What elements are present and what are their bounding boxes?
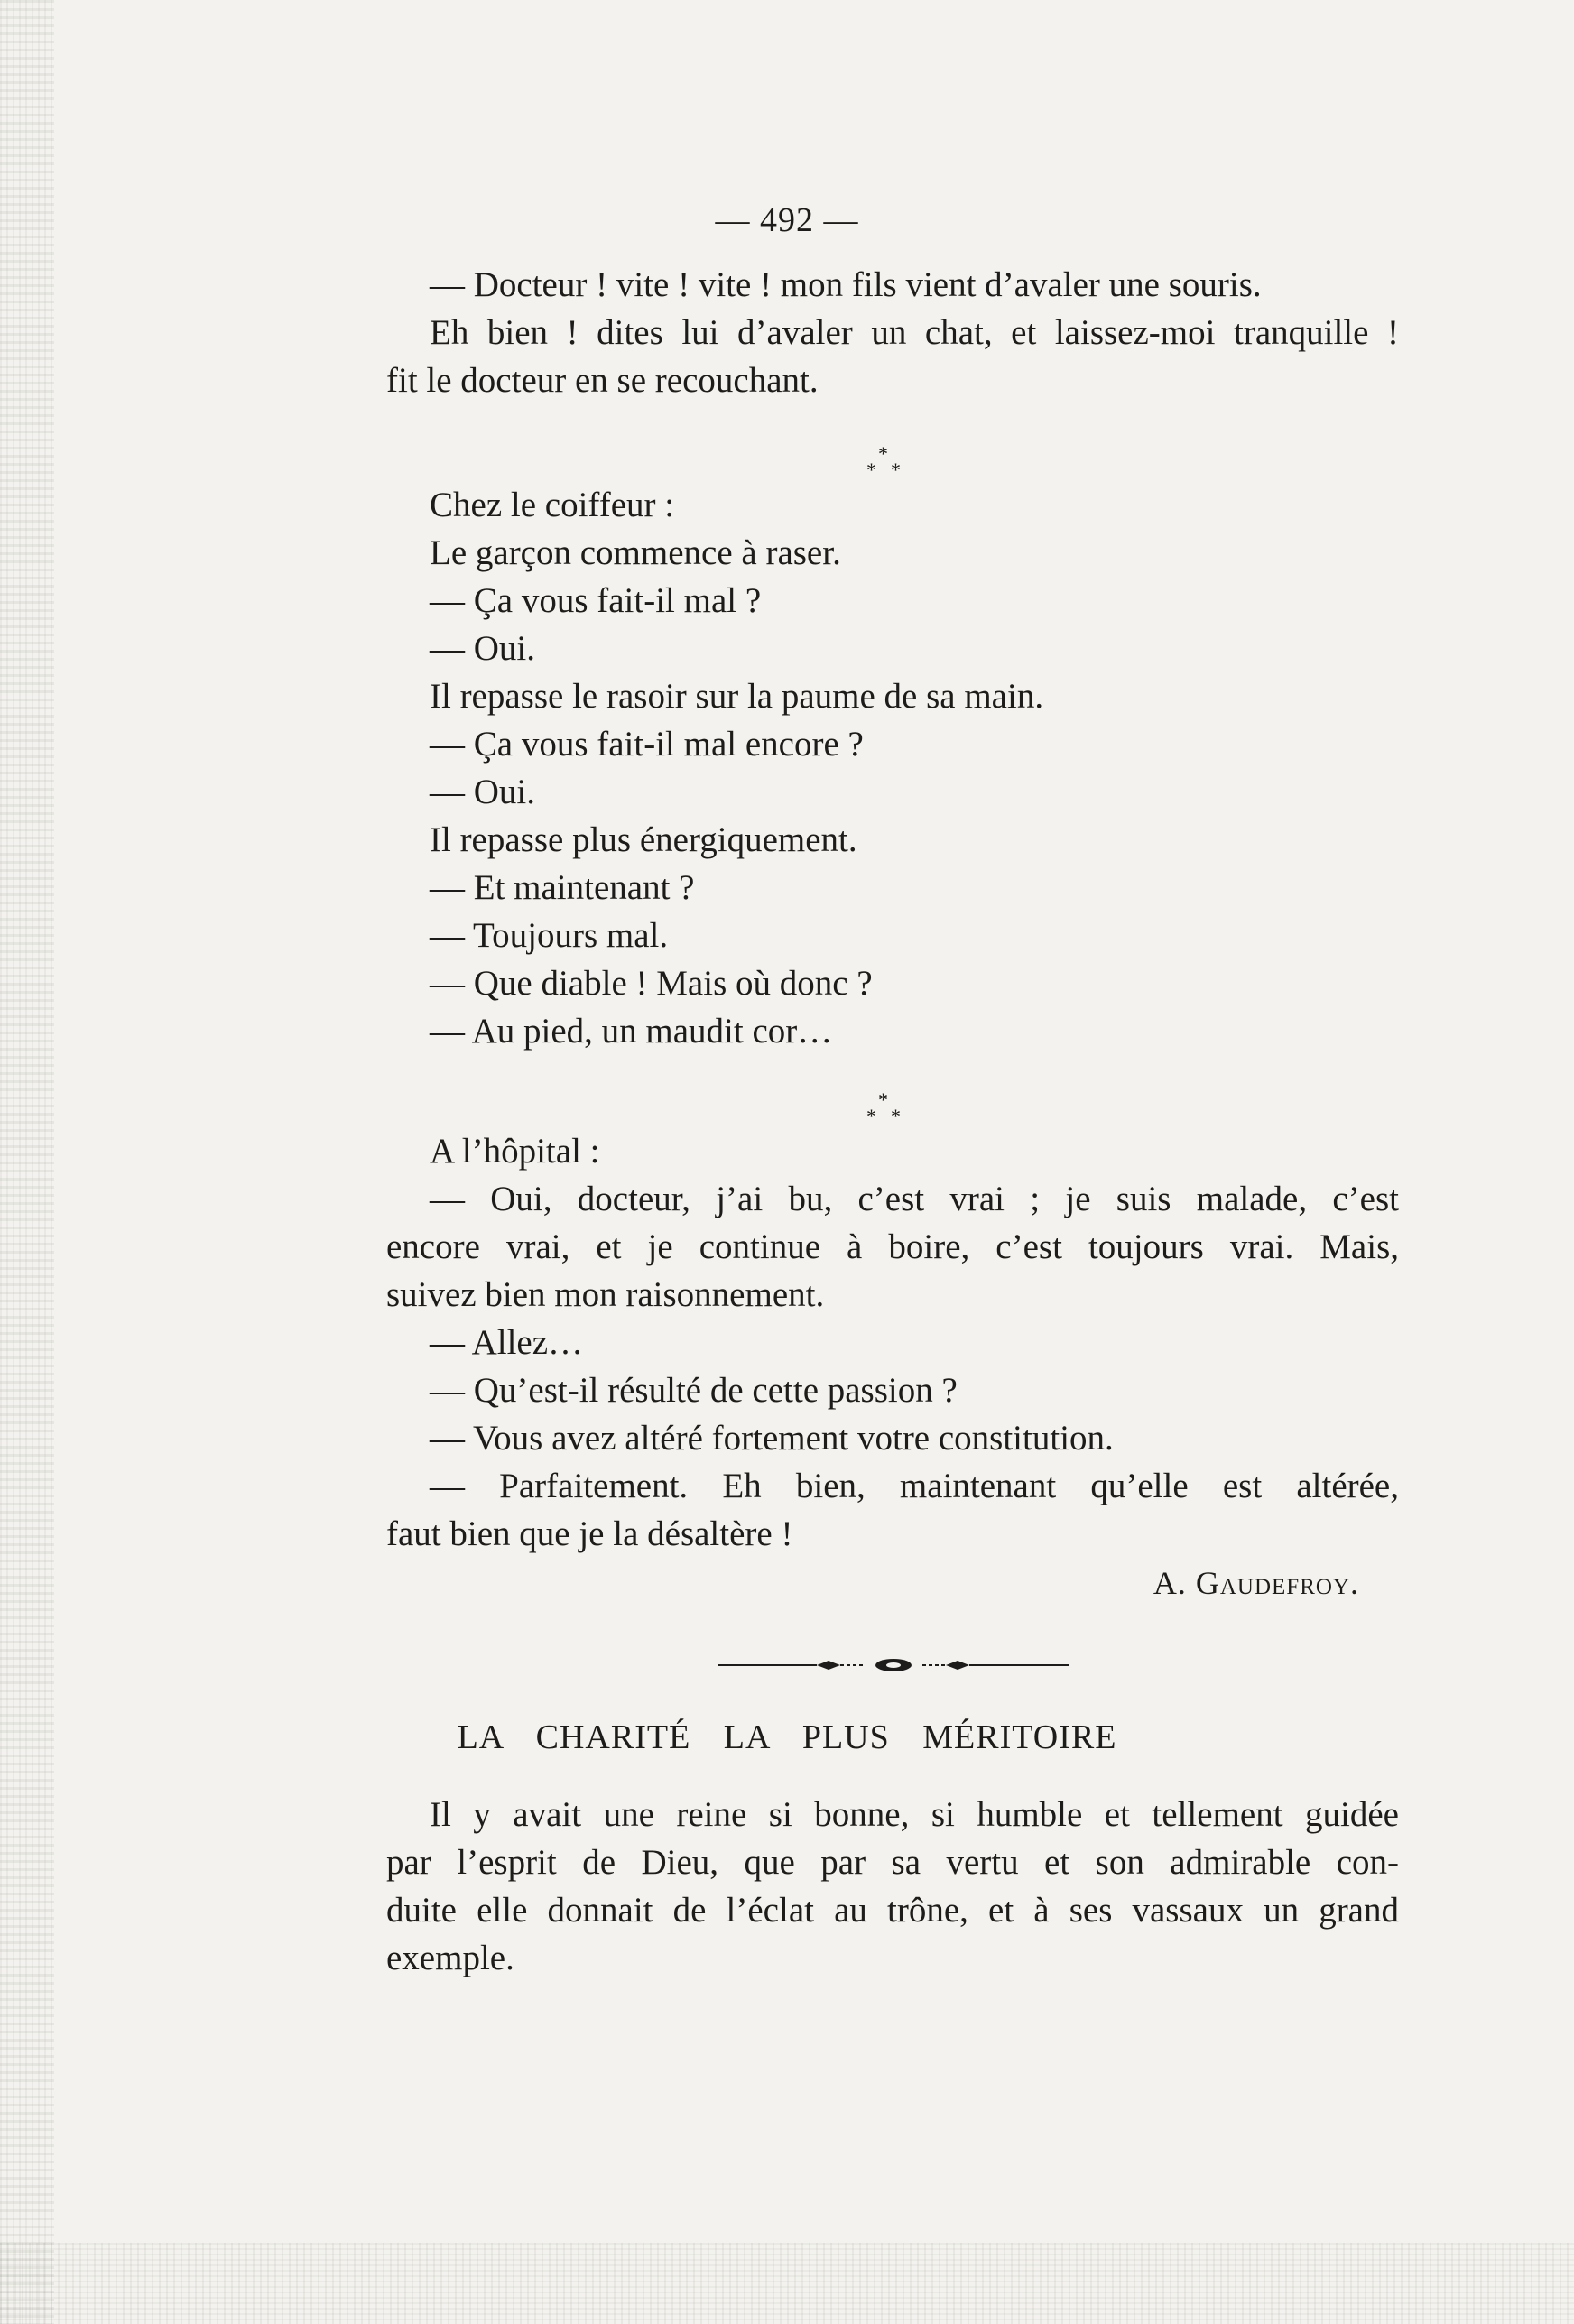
star-glyph: * [891,1105,901,1127]
text-line: — Oui. [430,629,535,668]
asterism-separator [862,1090,934,1144]
star-glyph: * [891,458,901,481]
text-line: suivez bien mon raisonnement. [386,1275,825,1314]
star-glyph: * [866,1105,876,1127]
text-line: — Docteur ! vite ! vite ! mon fils vient d’avaler une souris. [430,265,1262,304]
text-line: par l’esprit de Dieu, que par sa vertu et son admirable con- [386,1843,1399,1882]
text-line: fit le docteur en se recouchant. [386,361,819,400]
star-glyph: * [878,1088,888,1111]
text-line: — Oui. [430,773,535,811]
text-line: Le garçon commence à raser. [430,533,841,572]
text-line: Eh bien ! dites lui d’avaler un chat, et laissez-moi tranquille ! [430,313,1399,352]
text-line: — Au pied, un maudit cor… [430,1012,833,1051]
scan-speckle-left [0,0,54,2324]
page-number: — 492 — [715,201,859,239]
text-line: A l’hôpital : [430,1132,600,1171]
text-line: duite elle donnait de l’éclat au trône, et à ses vassaux un grand [386,1891,1399,1930]
text-line: Il repasse le rasoir sur la paume de sa main. [430,677,1044,716]
text-line: — Que diable ! Mais où donc ? [430,964,873,1003]
ornamental-rule-icon [713,1652,1074,1679]
text-line: Il y avait une reine si bonne, si humble et tellement guidée [430,1795,1399,1834]
text-line: — Toujours mal. [430,916,669,955]
author-signature: A. Gaudefroy. [1153,1565,1359,1601]
text-line: — Ça vous fait-il mal encore ? [430,725,864,764]
article-title: LA CHARITÉ LA PLUS MÉRITOIRE [457,1718,1117,1756]
text-line: exemple. [386,1939,514,1977]
star-glyph: * [866,458,876,481]
text-line: — Oui, docteur, j’ai bu, c’est vrai ; je suis malade, c’est [430,1180,1399,1218]
asterism-separator [862,444,934,498]
text-line: — Vous avez altéré fortement votre constitution. [430,1419,1114,1458]
scan-speckle-bottom [0,2243,1574,2324]
star-glyph: * [878,442,888,465]
text-line: Chez le coiffeur : [430,486,675,524]
text-line: — Et maintenant ? [430,868,695,907]
text-line: — Qu’est-il résulté de cette passion ? [430,1371,958,1410]
text-line: encore vrai, et je continue à boire, c’est toujours vrai. Mais, [386,1227,1399,1266]
text-line: — Parfaitement. Eh bien, maintenant qu’elle est altérée, [430,1467,1399,1505]
text-line: faut bien que je la désaltère ! [386,1514,793,1553]
text-line: — Ça vous fait-il mal ? [430,581,762,620]
text-line: — Allez… [430,1323,584,1362]
text-line: Il repasse plus énergiquement. [430,820,857,859]
